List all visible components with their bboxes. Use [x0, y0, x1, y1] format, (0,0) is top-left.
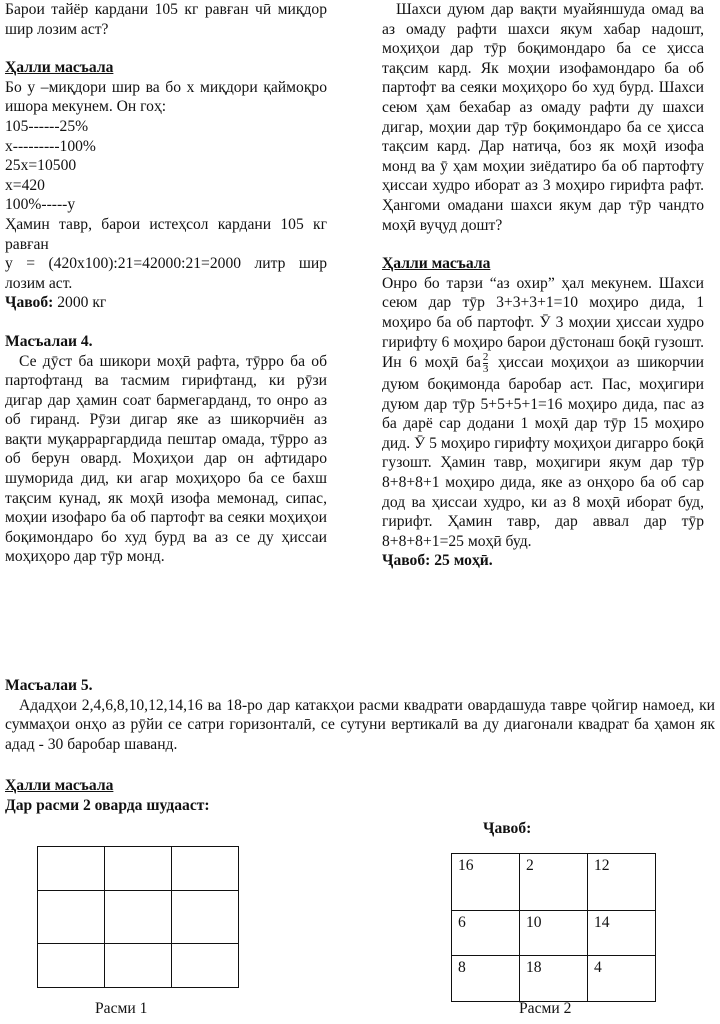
grid-cell — [105, 847, 172, 891]
fraction-denominator: 3 — [482, 363, 489, 376]
grid-cell: 6 — [452, 911, 520, 956]
answer-label: Ҷавоб: — [5, 294, 54, 312]
grid-cell — [172, 847, 239, 891]
problem-4-heading: Масъалаи 4. — [5, 332, 93, 350]
solution-4-part-a: Онро бо тарзи “аз охир” ҳал мекунем. Шахси сеюм дар тӯр 3+3+3+1=10 моҳиро дида, 1 моҳиро ба об партофт. Ӯ 3 моҳии ҳиссаи худро гирифту 6 моҳиро барои дӯстонаш боқӣ гузошт. Ин 6 моҳӣ ба — [382, 274, 704, 372]
solution-line: 100%-----y — [5, 196, 76, 214]
solution-4-part-b: ҳиссаи моҳиҳои аз шикорчии дуюм боқимонда баробар аст. Пас, моҳигири дуюм дар тӯр 5+5+5+1=16 моҳиро дида, пас аз ба дарё сар додани 1 моҳӣ дар тӯр 15 моҳиро дид. Ӯ 5 моҳиро гирифту моҳиҳои дигарро боқӣ гузошт. Ҳамин тавр, моҳигири якум дар тӯр 8+8+8+1 моҳиро дида, яке аз онҳоро ба об сар дод ва ҳиссаи худро, ки аз 8 моҳӣ иборат буд, гирифт. Ҳамин тавр, дар аввал дар тӯр 8+8+8+1=25 моҳӣ буд. — [382, 354, 705, 550]
solution-line: x=420 — [5, 176, 45, 194]
grid-cell — [105, 891, 172, 944]
grid-cell: 10 — [520, 911, 588, 956]
figure-caption-2: Расми 2 — [519, 1000, 572, 1017]
grid-cell: 12 — [588, 854, 656, 911]
problem-4-text: Се дӯст ба шикори моҳӣ рафта, тӯрро ба об партофтанд ва тасмим гирифтанд, ки рӯзи дигар дар ҳамин соат бармегарданд, то онро аз об гиранд. Рӯзи дигар яке аз шикорчиён аз вақти муқарраргардида пештар омада, тӯрро аз об берун овард. Моҳиҳои дар он афтидаро шуморида дид, ки агар моҳиҳоро ба се бахш тақсим кунад, як моҳӣ изофа мемонад, сипас, моҳии изофаро ба об партофт ва сеяки моҳиҳои боқимондаро бо худ бурд ва аз се ду ҳиссаи моҳиҳоро дар тӯр монд. — [5, 352, 327, 566]
solution-heading-3: Ҳалли масъала — [5, 777, 114, 795]
solution-5-subheading: Дар расми 2 оварда шудааст: — [5, 796, 210, 814]
grid-cell — [38, 944, 105, 988]
answer-line-1 — [5, 293, 327, 313]
grid-cell: 18 — [520, 956, 588, 1002]
solution-4-text — [382, 274, 704, 552]
grid-cell — [172, 891, 239, 944]
solution-heading-2: Ҳалли масъала — [382, 255, 491, 273]
fraction — [483, 352, 489, 375]
problem-5-text: Ададҳои 2,4,6,8,10,12,14,16 ва 18-ро дар катакҳои расми квадрати овардашуда тавре ҷойгир намоед, ки суммаҳои онҳо аз рӯйи се сатри горизонталӣ, се сутуни вертикалӣ ва ду диагонали квадрат ба ҳамон як адад - 30 баробар шаванд. — [5, 696, 715, 753]
grid-cell: 16 — [452, 854, 520, 911]
answer-value: 2000 кг — [53, 294, 107, 312]
grid-cell: 4 — [588, 956, 656, 1002]
solution-line: y = (420x100):21=42000:21=2000 литр шир лозим аст. — [5, 255, 327, 292]
solution-line: x---------100% — [5, 137, 96, 155]
solution-heading-1: Ҳалли масъала — [5, 59, 114, 77]
grid-cell — [38, 891, 105, 944]
solution-line: Бо y –миқдори шир ва бо х миқдори қаймоқро ишора мекунем. Он гоҳ: — [5, 78, 327, 116]
grid-cell: 14 — [588, 911, 656, 956]
problem-4-continued: Шахси дуюм дар вақти муайяншуда омад ва аз омаду рафти шахси якум хабар надошт, моҳиҳои дар тӯр боқимондаро ба се ҳисса тақсим кард. Як моҳии изофамондаро ба об партофт ва сеяки моҳиҳоро бо худ бурд. Шахси сеюм ҳам бехабар аз омаду рафти ду шахси дигар, моҳии дар тӯр боқимондаро ба се ҳисса тақсим кард. Дар натиҷа, боз як моҳӣ изофа монд ва ӯ ҳам моҳии зиёдатиро ба об партофту ҳиссаи худро иборат аз 3 моҳиро гирифта рафт. Ҳангоми омадани шахси якум дар тӯр чандто моҳӣ вуҷуд дошт? — [382, 1, 704, 234]
grid-cell: 8 — [452, 956, 520, 1002]
problem-5-section — [5, 676, 715, 816]
grid-cell — [105, 944, 172, 988]
answer-grid-label: Ҷавоб: — [483, 820, 532, 837]
solution-line: Ҳамин тавр, барои истеҳсол кардани 105 кг равған — [5, 215, 327, 253]
grid-cell: 2 — [520, 854, 588, 911]
problem-5-heading: Масъалаи 5. — [5, 677, 93, 694]
grid-cell — [172, 944, 239, 988]
left-column — [5, 0, 327, 567]
solution-line: 25x=10500 — [5, 157, 77, 175]
solution-line: 105------25% — [5, 117, 89, 135]
empty-grid — [37, 846, 239, 988]
grid-cell — [38, 847, 105, 891]
fraction-numerator: 2 — [482, 351, 489, 364]
right-column — [382, 0, 704, 571]
intro-text: Барои тайёр кардани 105 кг равған чӣ миқдор шир лозим аст? — [5, 1, 327, 38]
magic-square-grid — [451, 853, 656, 1002]
figure-caption-1: Расми 1 — [95, 1000, 148, 1017]
answer-line-2: Ҷавоб: 25 моҳӣ. — [382, 552, 493, 570]
